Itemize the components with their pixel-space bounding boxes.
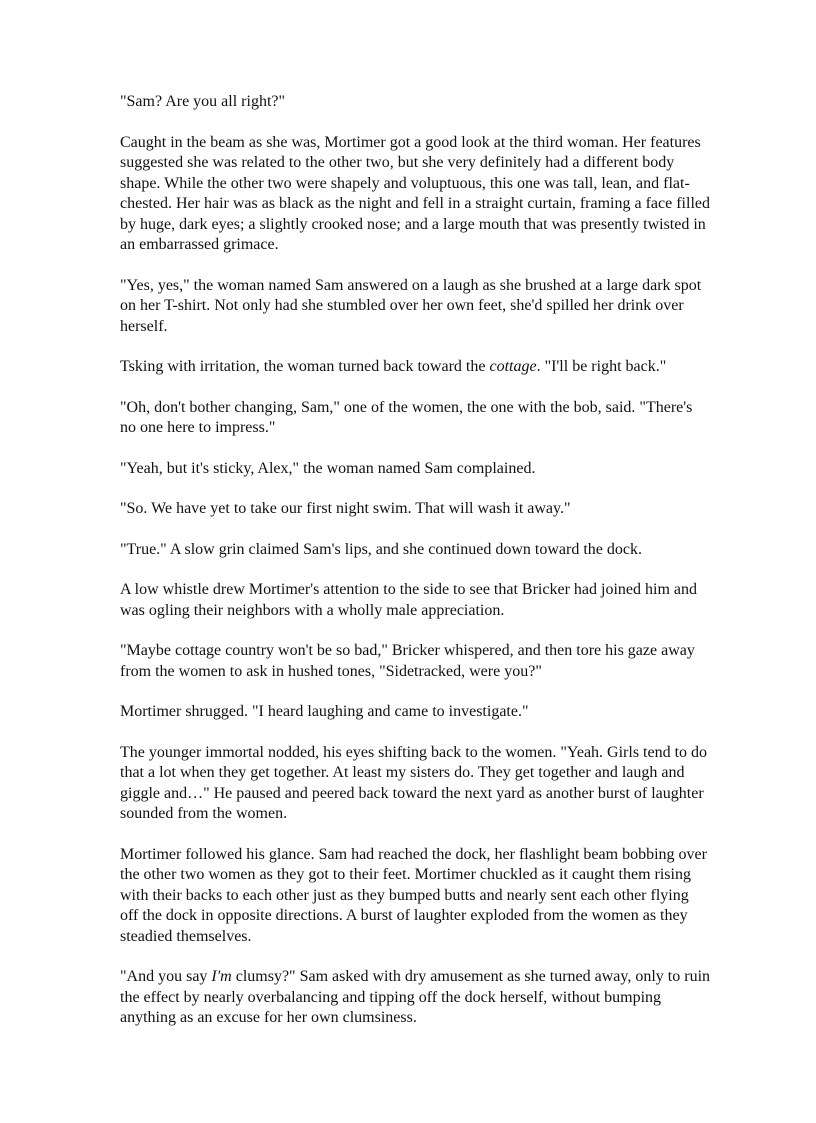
paragraph-6: "Yeah, but it's sticky, Alex," the woman named Sam complained.: [120, 459, 536, 477]
paragraph-9: A low whistle drew Mortimer's attention to the side to see that Bricker had joined him and was ogling their neighbors with a wholly male appreciation.: [120, 581, 697, 619]
paragraph-4-text-b: . "I'll be right back.": [536, 358, 667, 375]
paragraph-4-text-a: Tsking with irritation, the woman turned back toward the: [120, 358, 490, 375]
paragraph-13: Mortimer followed his glance. Sam had reached the dock, her flashlight beam bobbing over the other two women as they got to their feet. Mortimer chuckled as it caught them rising with their backs to each other just as they bumped butts and nearly sent each other flying off the dock in opposite directions. A burst of laughter exploded from the women as they steadied themselves.: [120, 845, 707, 945]
paragraph-14-text-b: clumsy?" Sam asked with dry amusement as she turned away, only to ruin the effect by nearly overbalancing and tipping off the dock herself, without bumping anything as an excuse for her own clumsiness.: [120, 968, 711, 1026]
paragraph-11: Mortimer shrugged. "I heard laughing and came to investigate.": [120, 703, 529, 720]
paragraph-8: "True." A slow grin claimed Sam's lips, and she continued down toward the dock.: [120, 540, 642, 558]
paragraph-14: [120, 967, 710, 1029]
paragraph-14-text-a: "And you say: [120, 968, 212, 985]
paragraph-14-italic: I'm: [211, 968, 232, 985]
paragraph-7: "So. We have yet to take our first night swim. That will wash it away.": [120, 500, 571, 517]
paragraph-4: [120, 357, 710, 378]
paragraph-12: The younger immortal nodded, his eyes shifting back to the women. "Yeah. Girls tend to do that a lot when they get together. At least my sisters do. They get together and laugh and giggle and…" He paused and peered back toward the next yard as another burst of laughter sounded from the women.: [120, 743, 708, 822]
document-page: [120, 92, 710, 1049]
paragraph-2: Caught in the beam as she was, Mortimer got a good look at the third woman. Her features suggested she was related to the other two, but she very definitely had a different body shape. While the other two were shapely and voluptuous, this one was tall, lean, and flat-chested. Her hair was as black as the night and fell in a straight curtain, framing a face filled by huge, dark eyes; a slightly crooked nose; and a large mouth that was presently twisted in an embarrassed grimace.: [120, 133, 710, 253]
paragraph-10: "Maybe cottage country won't be so bad," Bricker whispered, and then tore his gaze away from the women to ask in hushed tones, "Sidetracked, were you?": [120, 642, 695, 680]
paragraph-1: "Sam? Are you all right?": [120, 93, 286, 110]
paragraph-4-italic: cottage: [489, 358, 537, 375]
paragraph-5: "Oh, don't bother changing, Sam," one of the women, the one with the bob, said. "There's no one here to impress.": [120, 398, 693, 436]
paragraph-3: "Yes, yes," the woman named Sam answered on a laugh as she brushed at a large dark spot on her T-shirt. Not only had she stumbled over her own feet, she'd spilled her drink over herself.: [120, 276, 702, 335]
